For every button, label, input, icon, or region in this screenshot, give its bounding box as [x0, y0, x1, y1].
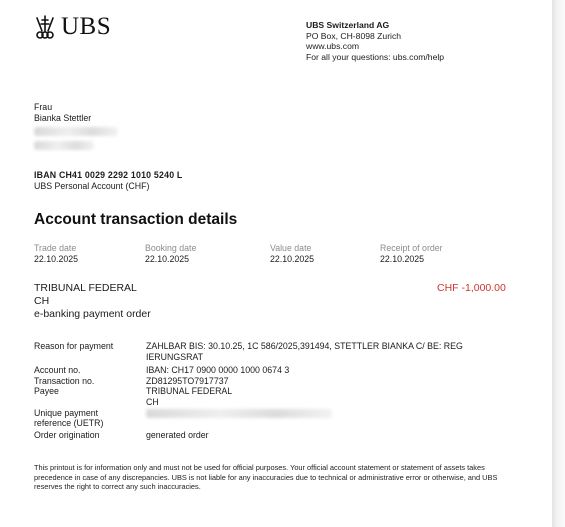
account-info [34, 170, 183, 192]
booking-date-label: Booking date [145, 243, 197, 253]
detail-row-payee [34, 386, 514, 407]
origin-label: Order origination [34, 429, 100, 440]
recipient-address [34, 102, 118, 150]
transaction-details [34, 341, 514, 440]
detail-row-origin [34, 430, 514, 441]
trade-date [34, 243, 78, 265]
ubs-keys-icon [32, 14, 58, 40]
payee-country: CH [34, 295, 50, 307]
payee-summary [34, 282, 151, 321]
ubs-logo [32, 14, 111, 40]
detail-row-account [34, 365, 514, 376]
reason-value-line2: IERUNGSRAT [146, 351, 204, 362]
account-type: UBS Personal Account (CHF) [34, 181, 150, 191]
trade-date-value: 22.10.2025 [34, 254, 79, 264]
account-no-value: IBAN: CH17 0900 0000 1000 0674 3 [146, 365, 290, 376]
detail-row-reason [34, 341, 514, 362]
account-iban: IBAN CH41 0029 2292 1010 5240 L [34, 170, 183, 180]
uetr-label-line2: reference (UETR) [34, 418, 104, 429]
transaction-no-label: Transaction no. [34, 375, 95, 386]
transaction-no-value: ZD81295TO7917737 [146, 375, 229, 386]
sender-help: For all your questions: ubs.com/help [306, 51, 445, 62]
uetr-value [146, 408, 514, 429]
sender-website: www.ubs.com [306, 41, 360, 51]
detail-row-transaction [34, 376, 514, 387]
uetr-label-line1: Unique payment [34, 407, 99, 418]
receipt-date [380, 243, 443, 265]
payee-value-line2: CH [146, 396, 159, 407]
detail-row-uetr [34, 408, 514, 429]
ubs-wordmark: UBS [61, 13, 112, 40]
origin-value: generated order [146, 429, 209, 440]
recipient-salutation: Frau [34, 102, 53, 112]
disclaimer: This printout is for information only and must not be used for official purposes. Your official account statement or statement of assets takes precedence in case of any discrepancies. UBS is not liable for any inaccuracies due to technical or administrative error or otherwise, and UBS reserves the right to correct any such inaccuracies. [34, 463, 498, 492]
payee-name: TRIBUNAL FEDERAL [34, 282, 137, 294]
payee-value [146, 386, 514, 407]
uetr-label [34, 408, 146, 429]
value-date [270, 243, 314, 265]
reason-label: Reason for payment [34, 341, 114, 351]
trade-date-label: Trade date [34, 243, 77, 253]
reason-value [146, 341, 514, 362]
redacted-address [34, 127, 118, 136]
sender-line: PO Box, CH-8098 Zurich [306, 30, 402, 41]
page-edge-shadow [552, 0, 565, 527]
recipient-name: Bianka Stettler [34, 113, 92, 123]
transaction-amount: CHF -1,000.00 [437, 282, 506, 294]
reason-value-line1: ZAHLBAR BIS: 30.10.25, 1C 586/2025,391494, STETTLER BIANKA C/ BE: REG [146, 341, 463, 351]
receipt-date-value: 22.10.2025 [380, 254, 425, 264]
payee-label: Payee [34, 386, 59, 397]
page-title: Account transaction details [34, 211, 238, 228]
redacted-address-2 [34, 141, 94, 150]
value-date-label: Value date [270, 243, 312, 253]
account-no-label: Account no. [34, 365, 81, 376]
value-date-value: 22.10.2025 [270, 254, 315, 264]
booking-date [145, 243, 196, 265]
sender-address [306, 20, 444, 62]
redacted-uetr [146, 409, 332, 418]
receipt-date-label: Receipt of order [380, 243, 443, 253]
payee-value-line1: TRIBUNAL FEDERAL [146, 386, 233, 397]
payment-method: e-banking payment order [34, 308, 151, 320]
sender-company: UBS Switzerland AG [306, 20, 390, 30]
booking-date-value: 22.10.2025 [145, 254, 190, 264]
